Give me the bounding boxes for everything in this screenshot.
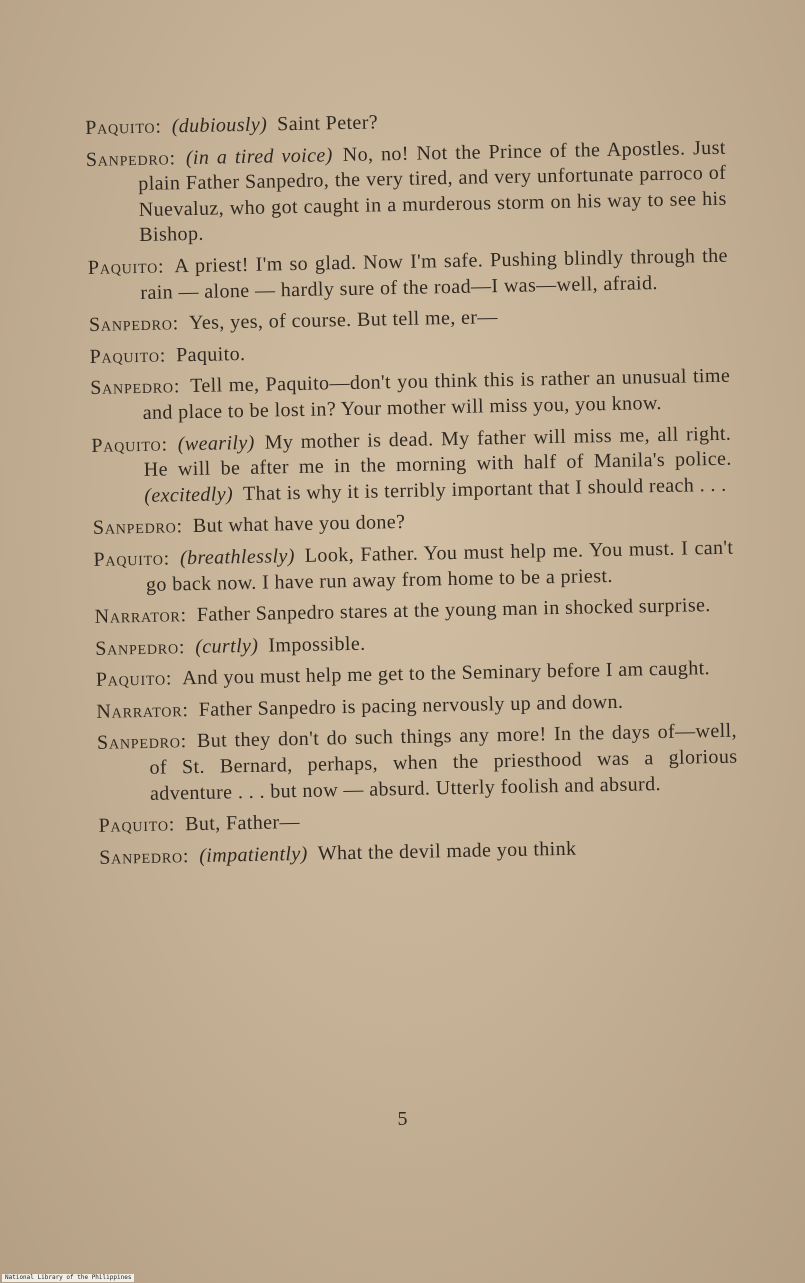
dialogue-text: Paquito. bbox=[175, 342, 246, 367]
speaker-name: Paquito: bbox=[98, 813, 176, 838]
speaker-name: Paquito: bbox=[87, 255, 165, 279]
stage-direction: (breathlessly) bbox=[179, 544, 296, 570]
speaker-name: Sanpedro: bbox=[95, 635, 186, 660]
speaker-name: Sanpedro: bbox=[92, 515, 184, 540]
dialogue-line bbox=[94, 593, 734, 631]
dialogue-line bbox=[97, 719, 738, 808]
speaker-name: Paquito: bbox=[91, 433, 169, 457]
dialogue-line bbox=[96, 687, 736, 725]
speaker-name: Sanpedro: bbox=[85, 146, 177, 171]
dialogue-text: Impossible. bbox=[268, 632, 366, 657]
dialogue-line bbox=[90, 364, 731, 427]
speaker-name: Paquito: bbox=[85, 115, 162, 139]
dialogue-text: But they don't do such things any more! In the days of—well, of St. Bernard, perhaps, when the priesthood was a glorious adventure . . . but now — absurd. Utterly foolish and absurd. bbox=[149, 720, 738, 805]
dialogue-text: My mother is dead. My father will miss me, all right. He will be after me in the morning with half of Manila's police. bbox=[143, 422, 732, 482]
dialogue-text: Saint Peter? bbox=[276, 111, 379, 136]
speaker-name: Sanpedro: bbox=[90, 375, 181, 400]
dialogue-text: No, no! Not the Prince of the Apostles. Just plain Father Sanpedro, the very tired, and very unfortunate parroco of Nuevaluz, who got caught in a murderous storm on his way to see his Bishop. bbox=[138, 136, 727, 247]
dialogue-text: Tell me, Paquito—don't you think this is rather an unusual time and place to be lost in? Your mother will miss you, you know. bbox=[142, 365, 731, 424]
stage-direction: (impatiently) bbox=[199, 842, 308, 867]
dialogue-line bbox=[93, 504, 733, 542]
dialogue-line bbox=[98, 802, 738, 840]
stage-direction: (curtly) bbox=[194, 634, 259, 658]
dialogue-text: But, Father— bbox=[184, 811, 301, 836]
dialogue-text: Father Sanpedro stares at the young man in shocked surprise. bbox=[196, 594, 711, 627]
dialogue-line bbox=[85, 104, 725, 142]
stage-direction: (excitedly) bbox=[144, 482, 234, 507]
dialogue-text: Look, Father. You must help me. You must. I can't go back now. I have run away from home to be a priest. bbox=[145, 536, 734, 596]
speaker-name: Paquito: bbox=[89, 344, 167, 368]
stage-direction: (wearily) bbox=[177, 431, 255, 455]
script-text bbox=[85, 104, 739, 878]
dialogue-line bbox=[89, 332, 729, 370]
stage-direction: (dubiously) bbox=[171, 113, 268, 138]
page-number: 5 bbox=[397, 1108, 408, 1130]
dialogue-text: A priest! I'm so glad. Now I'm safe. Pushing blindly through the rain — alone — hardly sure of the road—I was—well, afraid. bbox=[140, 244, 729, 304]
dialogue-text: And you must help me get to the Seminary before I am caught. bbox=[182, 657, 711, 690]
dialogue-text: Yes, yes, of course. But tell me, er— bbox=[188, 306, 498, 335]
library-footer: National Library of the Philippines bbox=[2, 1274, 134, 1282]
speaker-name: Sanpedro: bbox=[99, 844, 190, 869]
dialogue-line bbox=[88, 244, 729, 307]
dialogue-text: What the devil made you think bbox=[317, 837, 577, 865]
speaker-name: Paquito: bbox=[93, 547, 171, 571]
dialogue-text: Father Sanpedro is pacing nervously up and down. bbox=[198, 690, 624, 721]
dialogue-line bbox=[95, 624, 735, 662]
dialogue-line bbox=[91, 421, 732, 510]
speaker-name: Sanpedro: bbox=[96, 730, 188, 755]
dialogue-line bbox=[89, 301, 729, 339]
speaker-name: Sanpedro: bbox=[88, 312, 180, 337]
speaker-name: Paquito: bbox=[95, 667, 173, 692]
dialogue-text: But what have you done? bbox=[192, 511, 406, 538]
stage-direction: (in a tired voice) bbox=[185, 143, 333, 169]
speaker-name: Narrator: bbox=[96, 698, 189, 723]
dialogue-line bbox=[86, 135, 728, 250]
speaker-name: Narrator: bbox=[94, 604, 188, 628]
dialogue-text: That is why it is terribly important that I should reach . . . bbox=[242, 473, 727, 505]
dialogue-line bbox=[96, 656, 736, 694]
dialogue-line bbox=[93, 536, 734, 599]
dialogue-line bbox=[99, 833, 739, 871]
